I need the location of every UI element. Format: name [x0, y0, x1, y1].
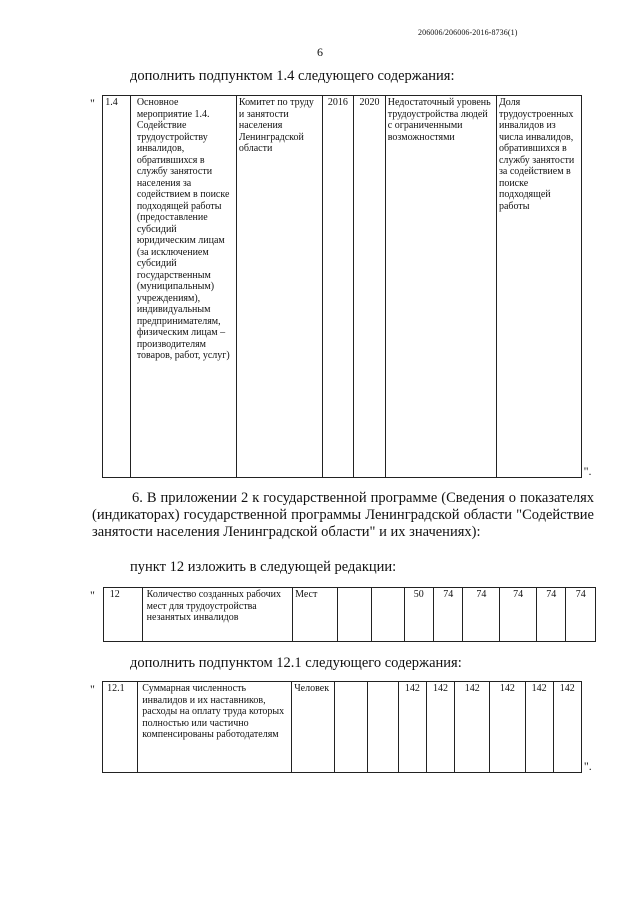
start-year-cell: 2016 [322, 96, 354, 478]
row-number: 12 [103, 588, 142, 642]
value-cell: 74 [537, 588, 566, 642]
table-row [88, 682, 596, 773]
table-row [88, 96, 596, 478]
open-quote: " [88, 96, 103, 478]
executor-cell: Комитет по труду и занятости населения Ленинградской области [236, 96, 322, 478]
row-number: 12.1 [103, 682, 138, 773]
paragraph-6 [92, 490, 594, 541]
paragraph-6-text: 6. В приложении 2 к государственной программе (Сведения о показателях (индикаторах) государственной программы Ленинградской области "Содействие занятости населения Ленинградской области" и их значениях): [92, 490, 594, 540]
empty-cell [338, 588, 372, 642]
value-cell: 50 [404, 588, 433, 642]
value-cell: 74 [463, 588, 500, 642]
open-quote: " [88, 682, 103, 773]
intro-item-12: пункт 12 изложить в следующей редакции: [130, 559, 397, 575]
value-cell: 74 [433, 588, 462, 642]
row-number: 1.4 [103, 96, 131, 478]
close-quote: ". [581, 682, 596, 773]
empty-cell [371, 588, 404, 642]
intro-subitem-12-1: дополнить подпунктом 12.1 следующего содержания: [130, 655, 462, 671]
open-quote: " [88, 588, 103, 642]
indicators-table-item-12 [88, 587, 596, 642]
table-row [88, 588, 596, 642]
value-cell: 142 [398, 682, 426, 773]
intro-subitem-1-4: дополнить подпунктом 1.4 следующего содержания: [130, 68, 455, 84]
close-quote: ". [581, 96, 596, 478]
indicator-name-cell: Суммарная численность инвалидов и их наставников, расходы на оплату труда которых полностью или частично компенсированы работодателям [138, 682, 292, 773]
value-cell: 74 [500, 588, 537, 642]
empty-cell [335, 682, 367, 773]
empty-cell [367, 682, 398, 773]
event-name-cell: Основное мероприятие 1.4. Содействие трудоустройству инвалидов, обратившихся в службу занятости населения за содействием в поиске подходящей работы (предоставление субсидий юридическим лицам (за исключением субсидий государственным (муниципальным) учреждениям), индивидуальным предпринимателям, физическим лицам – производителям товаров, работ, услуг) [130, 96, 236, 478]
unit-cell: Мест [293, 588, 338, 642]
document-id: 206006/206006-2016-8736(1) [418, 28, 518, 37]
value-cell: 142 [455, 682, 490, 773]
indicator-name-cell: Количество созданных рабочих мест для трудоустройства незанятых инвалидов [142, 588, 292, 642]
value-cell: 142 [525, 682, 553, 773]
indicator-cell: Доля трудоустроенных инвалидов из числа инвалидов, обратившихся в службу занятости за содействием в поиске подходящей работы [496, 96, 581, 478]
page-number: 6 [317, 45, 323, 59]
program-events-table [88, 95, 596, 478]
value-cell: 142 [553, 682, 581, 773]
value-cell: 142 [426, 682, 454, 773]
value-cell: 74 [566, 588, 596, 642]
value-cell: 142 [490, 682, 525, 773]
problem-cell: Недостаточный уровень трудоустройства людей с ограниченными возможностями [385, 96, 496, 478]
unit-cell: Человек [292, 682, 335, 773]
indicators-table-item-12-1 [88, 681, 596, 773]
end-year-cell: 2020 [354, 96, 386, 478]
